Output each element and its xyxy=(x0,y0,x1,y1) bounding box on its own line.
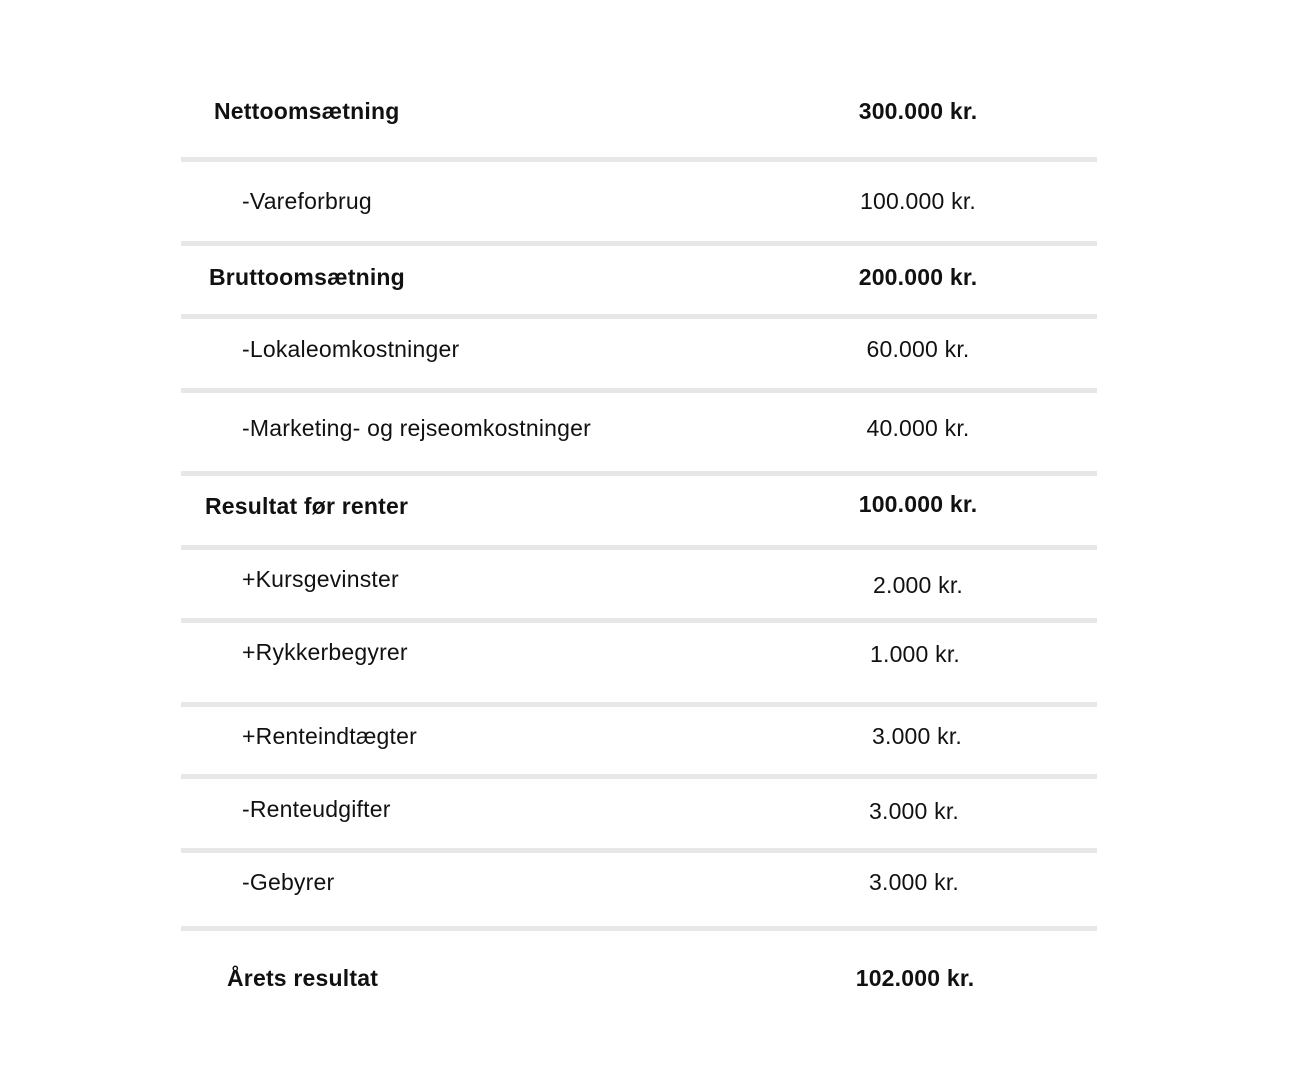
row-divider xyxy=(181,314,1097,319)
row-divider xyxy=(181,848,1097,853)
row-amount: 3.000 kr. xyxy=(868,869,960,895)
row-divider xyxy=(181,926,1097,931)
row-amount: 2.000 kr. xyxy=(872,572,964,598)
row-divider xyxy=(181,545,1097,550)
row-divider xyxy=(181,388,1097,393)
row-label: -Renteudgifter xyxy=(242,796,391,822)
row-label: +Rykkerbegyrer xyxy=(242,639,408,665)
row-label: +Kursgevinster xyxy=(242,566,399,592)
row-amount: 3.000 kr. xyxy=(868,798,960,824)
row-label: -Lokaleomkostninger xyxy=(242,336,460,362)
row-label: +Renteindtægter xyxy=(242,723,417,749)
row-label: Nettoomsætning xyxy=(214,98,400,124)
row-amount: 1.000 kr. xyxy=(869,641,961,667)
row-label: Årets resultat xyxy=(227,965,379,991)
row-label: Bruttoomsætning xyxy=(209,264,405,290)
row-divider xyxy=(181,157,1097,162)
row-label: -Gebyrer xyxy=(242,869,335,895)
row-divider xyxy=(181,774,1097,779)
row-amount: 100.000 kr. xyxy=(859,188,976,214)
row-amount: 102.000 kr. xyxy=(855,965,975,991)
row-amount: 40.000 kr. xyxy=(866,415,970,441)
row-divider xyxy=(181,471,1097,476)
row-label: -Marketing- og rejseomkostninger xyxy=(242,415,591,441)
row-amount: 100.000 kr. xyxy=(858,491,978,517)
row-amount: 300.000 kr. xyxy=(858,98,978,124)
row-divider xyxy=(181,618,1097,623)
row-divider xyxy=(181,241,1097,246)
row-amount: 3.000 kr. xyxy=(871,723,963,749)
row-divider xyxy=(181,702,1097,707)
row-label: Resultat før renter xyxy=(205,493,409,519)
row-amount: 200.000 kr. xyxy=(858,264,978,290)
row-amount: 60.000 kr. xyxy=(866,336,970,362)
row-label: -Vareforbrug xyxy=(242,188,372,214)
